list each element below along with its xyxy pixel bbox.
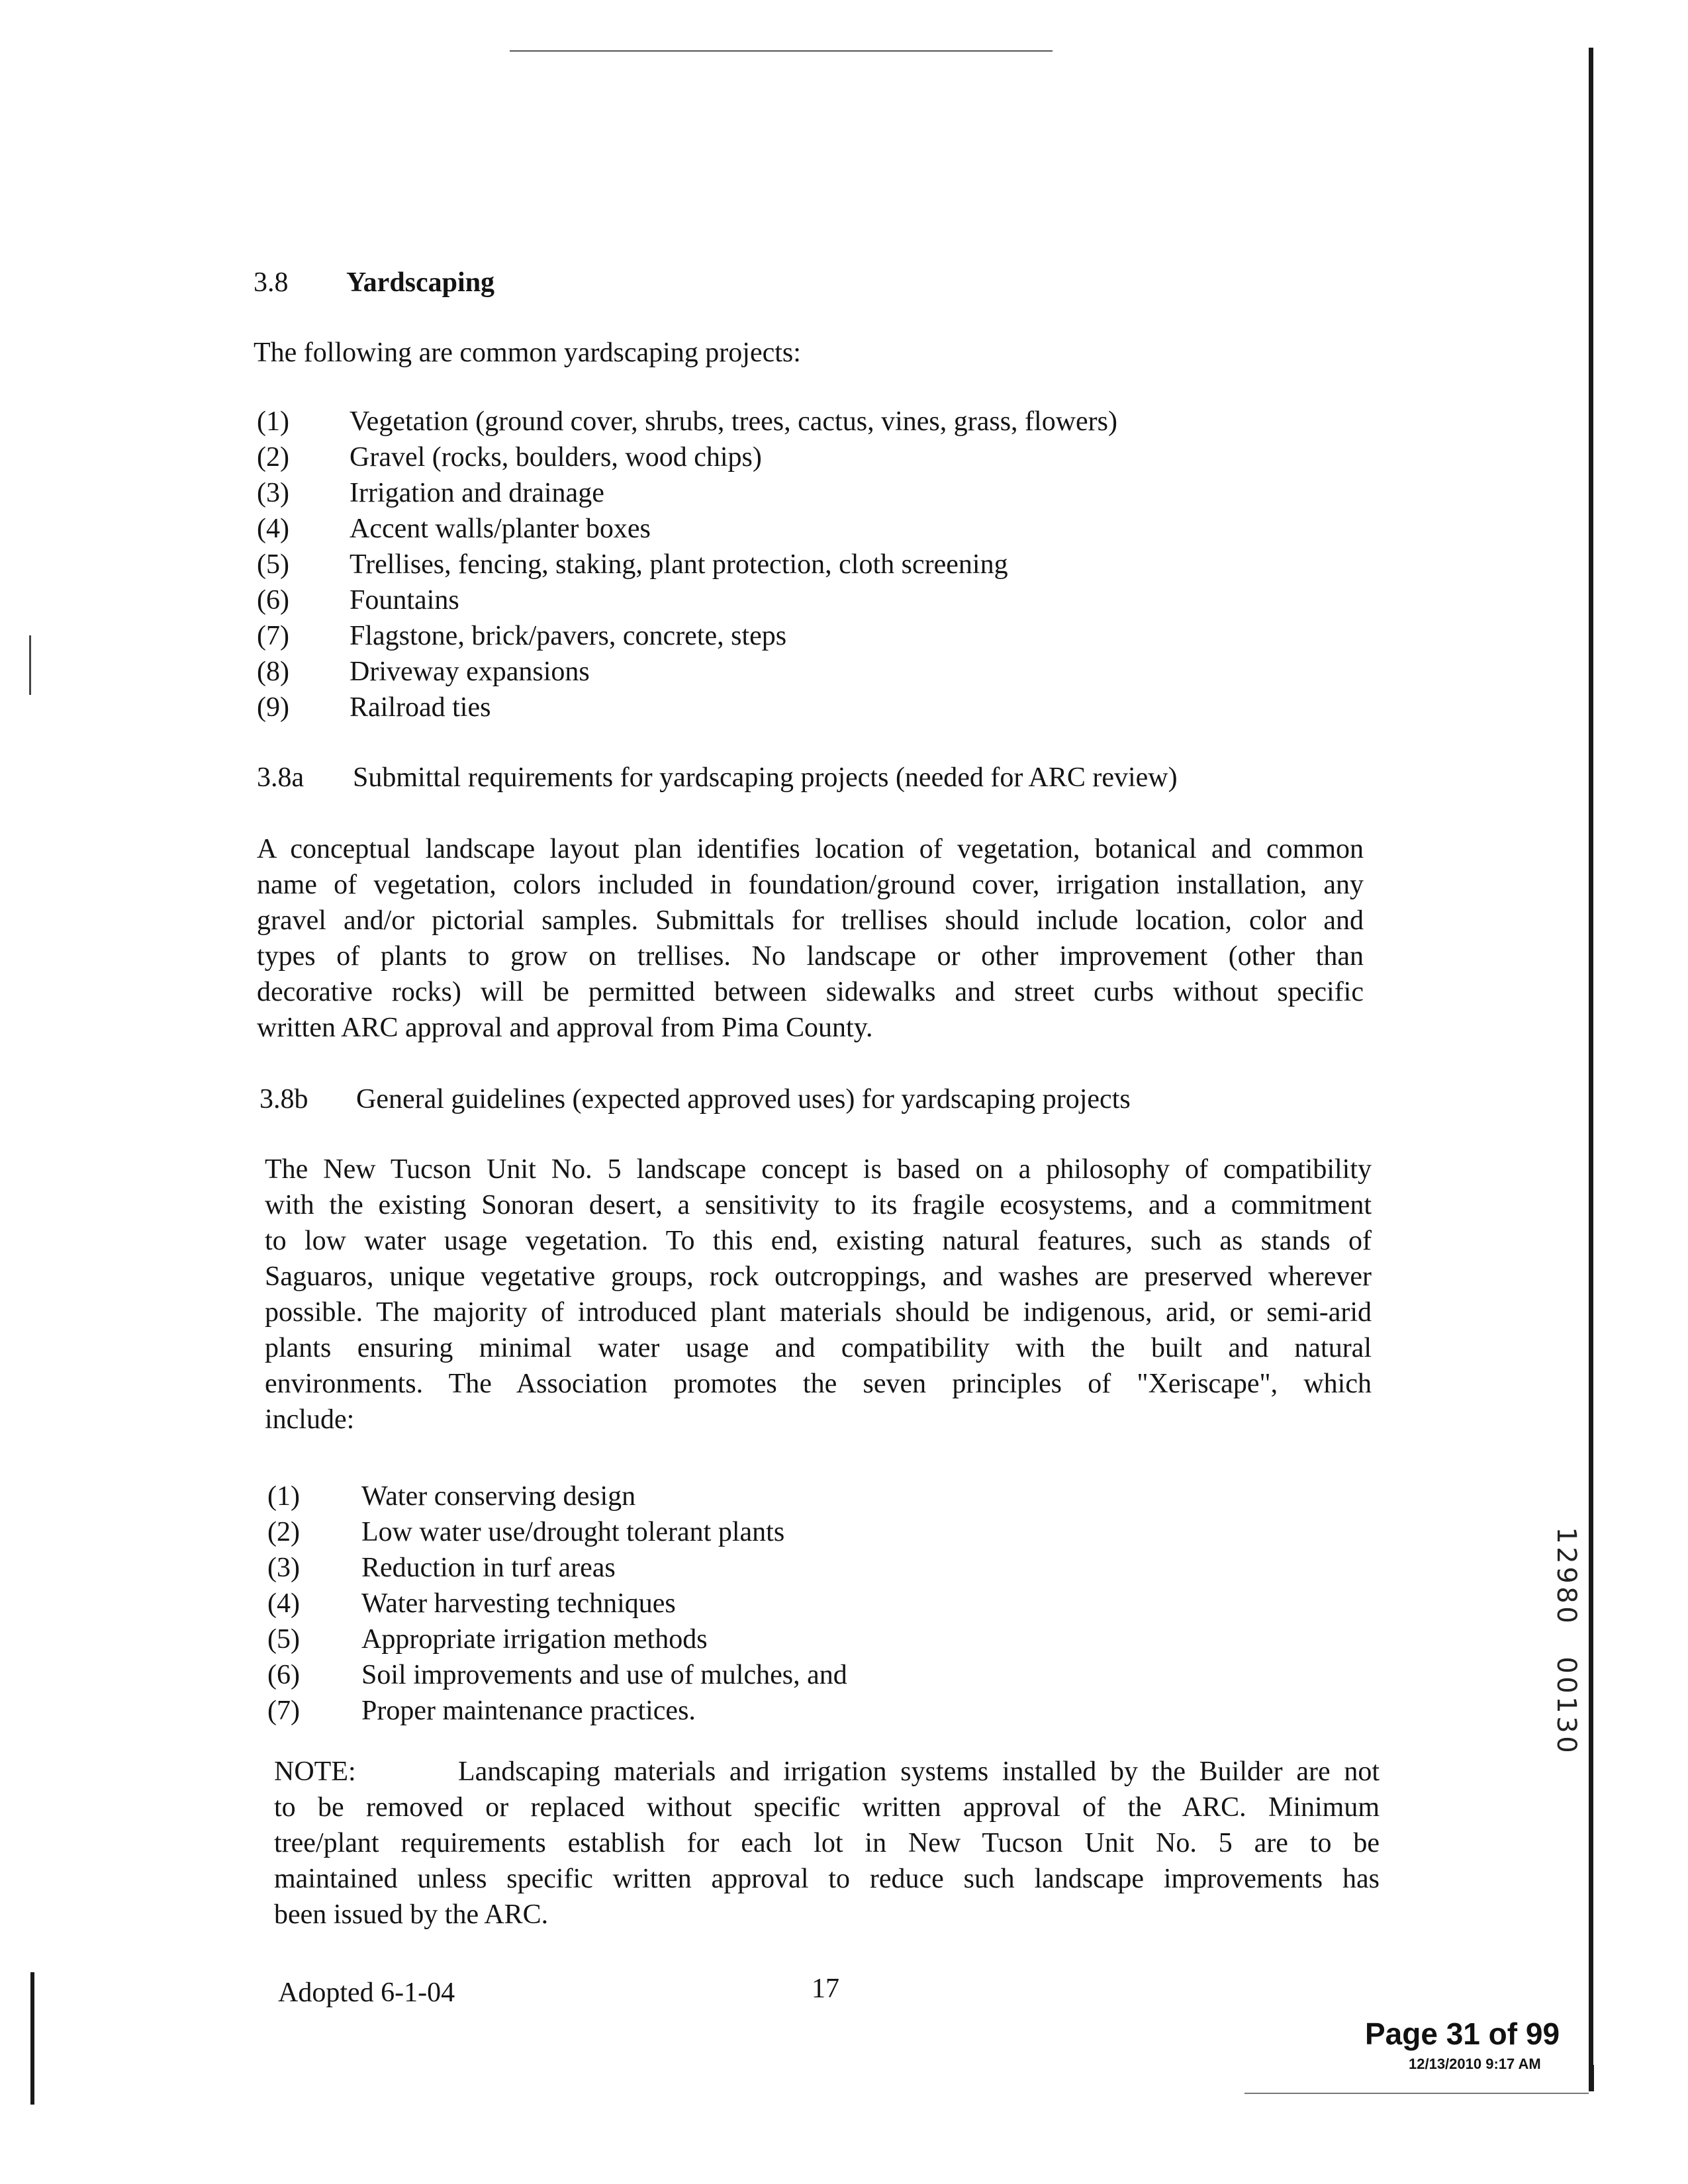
- stamp-digit: 0: [1551, 1736, 1581, 1753]
- list-item-number: (8): [257, 657, 289, 687]
- list-item: [257, 475, 289, 511]
- subsection-b-heading: General guidelines (expected approved uses) for yardscaping projects: [356, 1084, 1131, 1115]
- note-paragraph: [274, 1790, 1380, 1933]
- paragraph-line: types of plants to grow on trellises. No landscape or other improvement (other than: [257, 941, 1364, 972]
- paragraph-line: to be removed or replaced without specific written approval of the ARC. Minimum: [274, 1792, 1380, 1823]
- list-item: [257, 547, 289, 582]
- subsection-a-paragraph: [257, 831, 1364, 1046]
- section-title: Yardscaping: [346, 267, 495, 298]
- right-margin-border: [1589, 48, 1593, 2066]
- section-intro: The following are common yardscaping projects:: [254, 338, 801, 368]
- recording-stamp: [1546, 1522, 1586, 1787]
- list-item-text: Railroad ties: [350, 692, 491, 723]
- list-item-number: (4): [267, 1588, 300, 1619]
- list-item-text: Water harvesting techniques: [361, 1588, 676, 1619]
- list-item-text: Vegetation (ground cover, shrubs, trees, cactus, vines, grass, flowers): [350, 406, 1117, 437]
- list-item-number: (5): [267, 1624, 300, 1655]
- list-item: [257, 690, 289, 725]
- list-item-text: Reduction in turf areas: [361, 1553, 616, 1583]
- section-number: 3.8: [254, 267, 289, 298]
- paragraph-line: gravel and/or pictorial samples. Submittals for trellises should include location, color and: [257, 905, 1364, 936]
- list-item: [257, 511, 289, 547]
- stamp-digit: 8: [1551, 1586, 1581, 1604]
- stamp-digit: 0: [1551, 1606, 1581, 1623]
- subsection-b-paragraph: [265, 1152, 1372, 1437]
- list-item-text: Soil improvements and use of mulches, and: [361, 1660, 847, 1690]
- list-item-number: (6): [257, 585, 289, 615]
- list-item-number: (3): [257, 478, 289, 508]
- subsection-a-number: 3.8a: [257, 762, 305, 793]
- list-item-text: Appropriate irrigation methods: [361, 1624, 708, 1655]
- recording-timestamp: 12/13/2010 9:17 AM: [1409, 2056, 1541, 2072]
- stamp-digit: 1: [1551, 1696, 1581, 1713]
- adopted-date: Adopted 6-1-04: [278, 1978, 455, 2008]
- paragraph-line: been issued by the ARC.: [274, 1899, 549, 1930]
- list-item-number: (1): [257, 406, 289, 437]
- paragraph-line: to low water usage vegetation. To this end, existing natural features, such as stands of: [265, 1226, 1372, 1256]
- list-item-number: (4): [257, 514, 289, 544]
- stamp-digit: 0: [1551, 1657, 1581, 1674]
- list-item-text: Accent walls/planter boxes: [350, 514, 651, 544]
- list-item-text: Flagstone, brick/pavers, concrete, steps: [350, 621, 787, 651]
- list-item-number: (5): [257, 549, 289, 580]
- list-item-number: (6): [267, 1660, 300, 1690]
- paragraph-line: A conceptual landscape layout plan identifies location of vegetation, botanical and common: [257, 834, 1364, 864]
- list-item-number: (2): [267, 1517, 300, 1547]
- page-number: 17: [812, 1974, 839, 2004]
- list-item-text: Proper maintenance practices.: [361, 1696, 696, 1726]
- paragraph-line: with the existing Sonoran desert, a sensitivity to its fragile ecosystems, and a commitment: [265, 1190, 1372, 1220]
- stamp-digit: 9: [1551, 1567, 1581, 1584]
- left-scan-mark: [29, 635, 31, 695]
- top-scan-line: [510, 50, 1053, 52]
- list-item: [257, 404, 289, 439]
- paragraph-line: The New Tucson Unit No. 5 landscape concept is based on a philosophy of compatibility: [265, 1154, 1372, 1185]
- note-first-line: Landscaping materials and irrigation systems installed by the Builder are not: [458, 1756, 1380, 1787]
- list-item-text: Gravel (rocks, boulders, wood chips): [350, 442, 762, 473]
- list-item-text: Fountains: [350, 585, 459, 615]
- paragraph-line: decorative rocks) will be permitted between sidewalks and street curbs without specific: [257, 977, 1364, 1007]
- left-margin-border: [30, 1972, 34, 2105]
- list-item-number: (1): [267, 1481, 300, 1512]
- list-item-number: (7): [267, 1696, 300, 1726]
- paragraph-line: written ARC approval and approval from Pima County.: [257, 1013, 873, 1043]
- subsection-a-heading: Submittal requirements for yardscaping projects (needed for ARC review): [353, 762, 1178, 793]
- stamp-digit: 3: [1551, 1716, 1581, 1733]
- list-item-text: Water conserving design: [361, 1481, 636, 1512]
- list-item-text: Trellises, fencing, staking, plant protection, cloth screening: [350, 549, 1008, 580]
- list-item-text: Irrigation and drainage: [350, 478, 604, 508]
- paragraph-line: possible. The majority of introduced plant materials should be indigenous, arid, or semi-arid: [265, 1297, 1372, 1328]
- paragraph-line: plants ensuring minimal water usage and compatibility with the built and natural: [265, 1333, 1372, 1363]
- paragraph-line: Saguaros, unique vegetative groups, rock outcroppings, and washes are preserved wherever: [265, 1261, 1372, 1292]
- subsection-b-number: 3.8b: [259, 1084, 308, 1115]
- paragraph-line: include:: [265, 1404, 355, 1435]
- bottom-scan-line: [1244, 2093, 1589, 2094]
- list-item-number: (7): [257, 621, 289, 651]
- list-item: [257, 654, 289, 690]
- list-item: [257, 618, 289, 654]
- note-label: NOTE:: [274, 1756, 356, 1787]
- list-item-number: (3): [267, 1553, 300, 1583]
- list-item-text: Driveway expansions: [350, 657, 590, 687]
- list-item: [257, 439, 289, 475]
- paragraph-line: environments. The Association promotes the seven principles of "Xeriscape", which: [265, 1369, 1372, 1399]
- paragraph-line: maintained unless specific written approval to reduce such landscape improvements has: [274, 1864, 1380, 1894]
- stamp-digit: 1: [1551, 1527, 1581, 1544]
- stamp-digit: 2: [1551, 1547, 1581, 1564]
- paragraph-line: name of vegetation, colors included in foundation/ground cover, irrigation installation, any: [257, 870, 1364, 900]
- page-of-total: Page 31 of 99: [1365, 2017, 1560, 2051]
- stamp-digit: 0: [1551, 1676, 1581, 1694]
- list-item-number: (9): [257, 692, 289, 723]
- list-item-text: Low water use/drought tolerant plants: [361, 1517, 785, 1547]
- list-item-number: (2): [257, 442, 289, 473]
- bottom-right-border: [1589, 2065, 1594, 2091]
- paragraph-line: tree/plant requirements establish for each lot in New Tucson Unit No. 5 are to be: [274, 1828, 1380, 1858]
- list-item: [257, 582, 289, 618]
